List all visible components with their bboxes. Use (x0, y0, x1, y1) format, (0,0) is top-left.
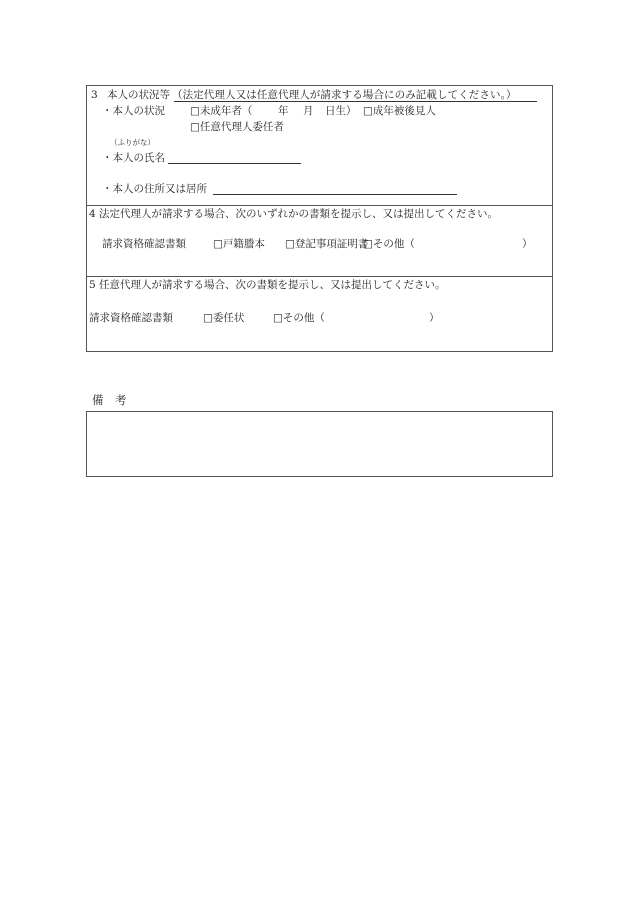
section4-title: 4 法定代理人が請求する場合、次のいずれかの書類を提示し、又は提出してください。 (89, 208, 499, 220)
adult-guardian-checkbox[interactable]: □成年被後見人 (363, 105, 436, 117)
status-label: ・本人の状況 (102, 105, 165, 117)
section3-title: 本人の状況等 (107, 89, 170, 101)
section3-number: 3 (91, 89, 98, 101)
address-field[interactable] (213, 194, 457, 195)
birth-label: 日生） (325, 105, 357, 117)
address-label: ・本人の住所又は居所 (102, 183, 207, 195)
family-register-checkbox[interactable]: □戸籍謄本 (213, 238, 265, 250)
month-label: 月 (303, 105, 314, 117)
power-of-attorney-checkbox[interactable]: □委任状 (203, 312, 245, 324)
remarks-label: 備 考 (92, 393, 127, 407)
section5-docs-label: 請求資格確認書類 (89, 312, 173, 324)
section4-other-close: ） (522, 238, 533, 250)
note-underline (174, 101, 537, 102)
name-field[interactable] (168, 163, 301, 164)
delegator-checkbox[interactable]: □任意代理人委任者 (190, 121, 284, 133)
section-divider (86, 205, 552, 206)
name-label: ・本人の氏名 (102, 152, 165, 164)
section4-other-checkbox[interactable]: □その他（ (363, 238, 415, 250)
remarks-field[interactable] (86, 411, 553, 477)
section5-title: 5 任意代理人が請求する場合、次の書類を提示し、又は提出してください。 (89, 279, 446, 291)
section3-note: （法定代理人又は任意代理人が請求する場合にのみ記載してください。） (172, 89, 517, 101)
section-divider (86, 276, 552, 277)
registry-certificate-checkbox[interactable]: □登記事項証明書 (285, 238, 369, 250)
section5-other-checkbox[interactable]: □その他（ (273, 312, 325, 324)
year-label: 年 (278, 105, 289, 117)
furigana-label: （ふりがな） (110, 138, 155, 147)
minor-checkbox[interactable]: □未成年者（ (190, 105, 253, 117)
section4-docs-label: 請求資格確認書類 (102, 238, 186, 250)
section5-other-close: ） (429, 312, 440, 324)
